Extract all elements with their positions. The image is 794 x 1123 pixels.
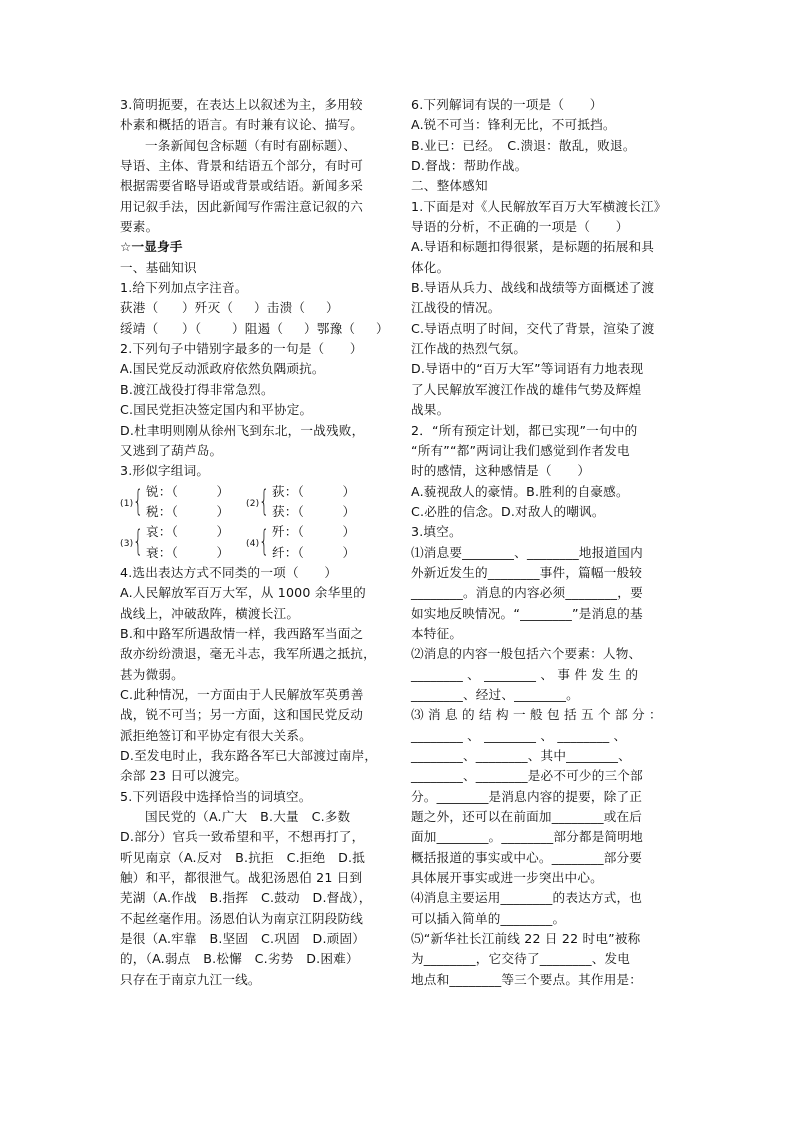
group-number: (4) [246,539,260,550]
option-line: D.督战：帮助作战。 [411,158,528,174]
question-line: 导语的分析，不正确的一项是（ ） [411,219,629,235]
fill-blank-line: ________、________、其中________、 [411,748,631,763]
text-line: 一条新闻包含标题（有时有副标题）、 [145,137,357,153]
fill-blank-line: ________。消息的内容必须________，要 [411,585,643,601]
passage-line: 芜湖（A.作战 B.指挥 C.鼓动 D.督战）， [120,890,372,906]
option-line: B.和中路军所遇敌情一样，我西路军当面之 [120,625,364,641]
option-line: D.杜聿明则刚从徐州飞到东北，一战残败， [120,422,365,438]
question-line: 2．“所有预定计划，都已实现”一句中的 [411,422,638,438]
option-line: 江战役的情况。 [411,300,501,316]
fill-blank-line: ⑴消息要________、________地报道国内 [411,544,643,560]
fill-blank-line: ________ 、 ________ 、 事 件 发 生 的 [411,666,639,682]
char-pair-item: 锐：（ ） [146,483,230,499]
text-line: 用记叙手法，因此新闻写作需注意记叙的六 [120,198,364,214]
right-column [411,95,676,990]
option-line: 江作战的热烈气氛。 [411,341,527,357]
question-4: 4.选出表达方式不同类的一项（ ） [120,564,338,580]
fill-blank-line: ________、________是必不可少的三个部 [411,768,643,784]
passage-line: 的，（A.弱点 B.松懈 C.劣势 D.困难） [120,951,359,967]
question-2: 2.下列句子中错别字最多的一句是（ ） [120,341,363,357]
pinyin-item: ）鄂豫（ [304,320,356,336]
pinyin-item: ）阻遏（ [232,320,284,336]
char-pair-item: 歼：（ ） [272,524,356,540]
question-line: 时的感情，这种感情是（ ） [411,463,591,479]
fill-blank-line: 为________，它交待了________、发电 [411,951,631,967]
passage-line: 触）和平，都很泄气。战犯汤恩伯 21 日到 [120,870,363,886]
text-line: 导语、主体、背景和结语五个部分，有时可 [120,158,364,174]
option-line: A.导语和标题扣得很紧，是标题的拓展和具 [411,239,655,255]
fill-blank-line: 分。________是消息内容的提要，除了正 [411,788,643,804]
option-line: 战，锐不可当；另一方面，这和国民党反动 [120,707,364,723]
question-5: 5.下列语段中选择恰当的词填空。 [120,788,312,804]
pinyin-row-2 [120,319,392,339]
char-pair-item: 获：（ ） [272,503,356,519]
text-line: 根据需要省略导语或背景或结语。新闻多采 [120,178,364,194]
pinyin-row-1 [120,298,392,318]
fill-blank-line: ________、经过、________。 [411,686,579,702]
group-number: (3) [120,539,134,550]
brace-icon: { [133,483,144,518]
pinyin-item: ）（ [182,320,202,336]
fill-blank-line: 具体展开事实或进一步突出中心。 [411,870,603,886]
option-line: A.锐不可当：锋利无比，不可抵挡。 [411,117,616,133]
char-pair-item: 荻：（ ） [272,483,356,499]
option-line: 战线上，冲破敌阵，横渡长江。 [120,605,300,621]
option-line: 体化。 [411,259,450,275]
option-line: A.藐视敌人的豪情。B.胜利的自豪感。 [411,483,629,499]
option-line: A.人民解放军百万大军，从 1000 余华里的 [120,585,366,601]
char-pair-item: 税：（ ） [146,503,230,519]
option-line: 战果。 [411,402,450,418]
group-number: (2) [246,498,260,509]
brace-icon: { [259,483,270,518]
fill-blank-line: 题之外，还可以在前面加________或在后 [411,809,643,825]
question-3: 3.形似字组词。 [120,463,210,479]
fill-blank-line: 概括报道的事实或中心。________部分要 [411,849,643,865]
option-line: D.导语中的“百万大军”等词语有力地表现 [411,361,644,377]
question-1: 1.给下列加点字注音。 [120,280,248,296]
char-pair-item: 衰：（ ） [146,544,230,560]
section-heading-overall: 二、整体感知 [411,178,488,194]
option-line: 派拒绝签订和平协定有很大关系。 [120,727,312,743]
pinyin-item: 荻港（ [120,300,159,316]
passage-line: 是很（A.牢靠 B.坚固 C.巩固 D.顽固） [120,931,366,947]
option-line: D.至发电时止，我东路各军已大部渡过南岸， [120,748,378,763]
char-group-row [120,522,392,563]
pinyin-item: ） [376,320,389,336]
option-line: 了人民解放军渡江作战的雄伟气势及辉煌 [411,381,642,397]
group-number: (1) [120,498,134,509]
char-pair-item: 纤：（ ） [272,544,356,560]
option-line: 又逃到了葫芦岛。 [120,442,223,458]
question-line: 1.下面是对《人民解放军百万大军横渡长江》 [411,198,667,214]
fill-blank-line: ⑵消息的内容一般包括六个要素：人物、 [411,646,642,662]
fill-blank-line: 本特征。 [411,625,463,641]
option-line: C.导语点明了时间，交代了背景，渲染了渡 [411,320,655,336]
pinyin-item: ）击溃（ [254,300,306,316]
option-line: C.此种情况，一方面由于人民解放军英勇善 [120,686,364,702]
option-line: C.国民党拒决签定国内和平协定。 [120,402,313,418]
passage-line: 听见南京（A.反对 B.抗拒 C.拒绝 D.抵 [120,849,366,865]
fill-blank-line: 地点和________等三个要点。其作用是： [411,971,643,987]
pinyin-item: ） [326,300,339,316]
option-line: 敌亦纷纷溃退，毫无斗志，我军所遇之抵抗， [120,646,376,662]
option-line: B.业已：已经。 C.溃退：散乱，败退。 [411,137,636,153]
text-line: 要素。 [120,219,159,235]
char-pair-item: 哀：（ ） [146,524,230,540]
passage-line: D.部分）官兵一致希望和平，不想再打了， [120,829,365,845]
fill-blank-line: 可以插入简单的________。 [411,910,566,926]
question-6: 6.下列解词有误的一项是（ ） [411,97,603,112]
brace-icon: { [259,524,270,559]
section-heading-show-yourself: ☆一显身手 [120,239,183,255]
text-line: 3.简明扼要，在表达上以叙述为主，多用较 [120,97,363,112]
brace-icon: { [133,524,144,559]
section-heading-basics: 一、基础知识 [120,259,197,275]
option-line: 甚为微弱。 [120,666,184,682]
passage-line: 不起丝毫作用。汤恩伯认为南京江阴段防线 [120,910,364,926]
fill-blank-line: ⑷消息主要运用________的表达方式，也 [411,890,643,906]
text-line: 朴素和概括的语言。有时兼有议论、描写。 [120,117,364,133]
option-line: 余部 23 日可以渡完。 [120,768,248,784]
fill-blank-line: ⑶ 消 息 的 结 构 一 般 包 括 五 个 部 分 ： [411,707,662,723]
option-line: A.国民党反动派政府依然负隅顽抗。 [120,361,325,377]
passage-line: 国民党的（A.广大 B.大量 C.多数 [145,809,351,825]
option-line: C.必胜的信念。D.对敌人的嘲讽。 [411,503,605,519]
pinyin-item: 绥靖（ [120,320,159,336]
fill-blank-line: 面加________。________部分都是简明地 [411,829,643,845]
fill-blank-line: 如实地反映情况。“________”是消息的基 [411,605,643,621]
option-line: B.渡江战役打得非常急烈。 [120,381,274,397]
char-group-row [120,482,392,523]
fill-blank-line: 外新近发生的________事件，篇幅一般较 [411,564,643,580]
question-line: 3.填空。 [411,524,462,540]
fill-blank-line: ________ 、 ________ 、 ________ 、 [411,727,627,743]
left-column [120,95,392,990]
option-line: B.导语从兵力、战线和战绩等方面概述了渡 [411,280,655,296]
pinyin-item: ）歼灭（ [182,300,234,316]
passage-line: 只存在于南京九江一线。 [120,971,261,987]
fill-blank-line: ⑸“新华社长江前线 22 日 22 时电”被称 [411,931,641,947]
question-line: “所有”“都”两词让我们感觉到作者发电 [411,442,630,458]
